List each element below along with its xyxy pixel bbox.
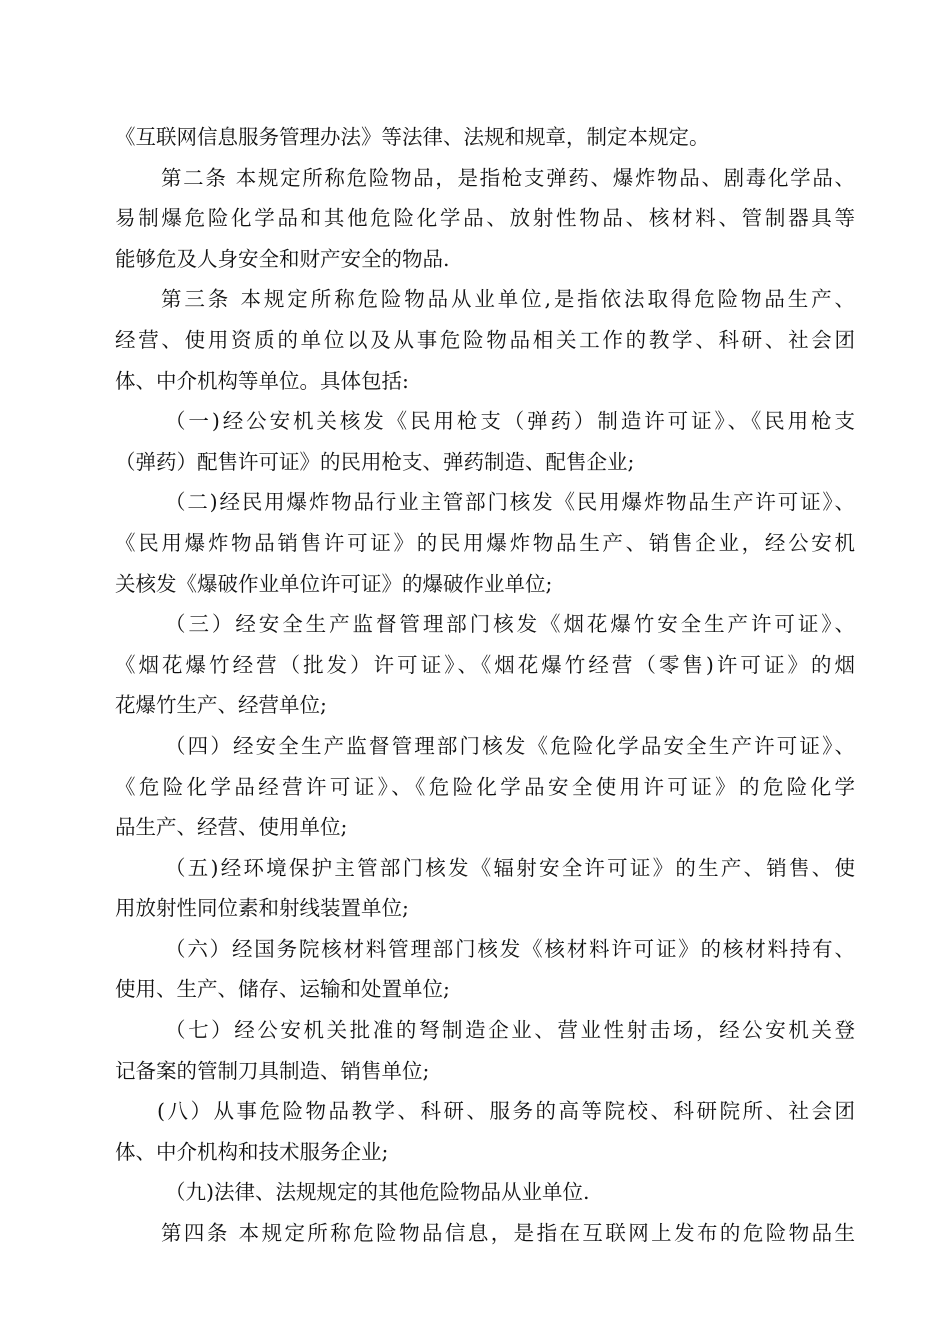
paragraph-line: 第三条 本规定所称危险物品从业单位,是指依法取得危险物品生产、: [161, 287, 855, 312]
paragraph-line: 花爆竹生产、经营单位;: [115, 693, 327, 718]
document-page: [115, 117, 855, 1254]
paragraph-line: 能够危及人身安全和财产安全的物品.: [115, 246, 450, 271]
paragraph-line: 品生产、经营、使用单位;: [115, 815, 348, 840]
paragraph-line: 经营、使用资质的单位以及从事危险物品相关工作的教学、科研、社会团: [115, 327, 855, 352]
paragraph-line: 关核发《爆破作业单位许可证》的爆破作业单位;: [115, 571, 553, 596]
paragraph-line: (八）从事危险物品教学、科研、服务的高等院校、科研院所、社会团: [157, 1099, 855, 1124]
paragraph-line: （四）经安全生产监督管理部门核发《危险化学品安全生产许可证》、: [165, 733, 855, 758]
paragraph-line: （二)经民用爆炸物品行业主管部门核发《民用爆炸物品生产许可证》、: [165, 490, 855, 515]
paragraph-line: （五)经环境保护主管部门核发《辐射安全许可证》的生产、销售、使: [165, 855, 855, 880]
paragraph-line: 体、中介机构和技术服务企业;: [115, 1139, 389, 1164]
paragraph-line: 记备案的管制刀具制造、销售单位;: [115, 1058, 430, 1083]
paragraph-line: 第二条 本规定所称危险物品，是指枪支弹药、爆炸物品、剧毒化学品、: [161, 165, 855, 190]
paragraph-line: 体、中介机构等单位。具体包括:: [115, 368, 409, 393]
paragraph-line: （六）经国务院核材料管理部门核发《核材料许可证》的核材料持有、: [165, 936, 855, 961]
paragraph-line: 用放射性同位素和射线装置单位;: [115, 896, 409, 921]
paragraph-line: 使用、生产、储存、运输和处置单位;: [115, 977, 450, 1002]
paragraph-line: （一)经公安机关核发《民用枪支（弹药）制造许可证》、《民用枪支: [165, 409, 855, 434]
paragraph-line: （三）经安全生产监督管理部门核发《烟花爆竹安全生产许可证》、: [165, 612, 855, 637]
paragraph-line: （弹药）配售许可证》的民用枪支、弹药制造、配售企业;: [115, 449, 635, 474]
paragraph-line: 易制爆危险化学品和其他危险化学品、放射性物品、核材料、管制器具等: [115, 206, 855, 231]
paragraph-line: 《民用爆炸物品销售许可证》的民用爆炸物品生产、销售企业，经公安机: [115, 530, 855, 555]
paragraph-line: 第四条 本规定所称危险物品信息，是指在互联网上发布的危险物品生: [161, 1221, 855, 1246]
paragraph-line: 《互联网信息服务管理办法》等法律、法规和规章，制定本规定。: [115, 125, 710, 149]
paragraph-line: 《危险化学品经营许可证》、《危险化学品安全使用许可证》的危险化学: [115, 774, 855, 799]
paragraph-line: 《烟花爆竹经营（批发）许可证》、《烟花爆竹经营（零售)许可证》的烟: [115, 652, 855, 677]
paragraph-line: （七）经公安机关批准的弩制造企业、营业性射击场，经公安机关登: [165, 1018, 855, 1043]
paragraph-line: （九)法律、法规规定的其他危险物品从业单位.: [165, 1180, 590, 1205]
